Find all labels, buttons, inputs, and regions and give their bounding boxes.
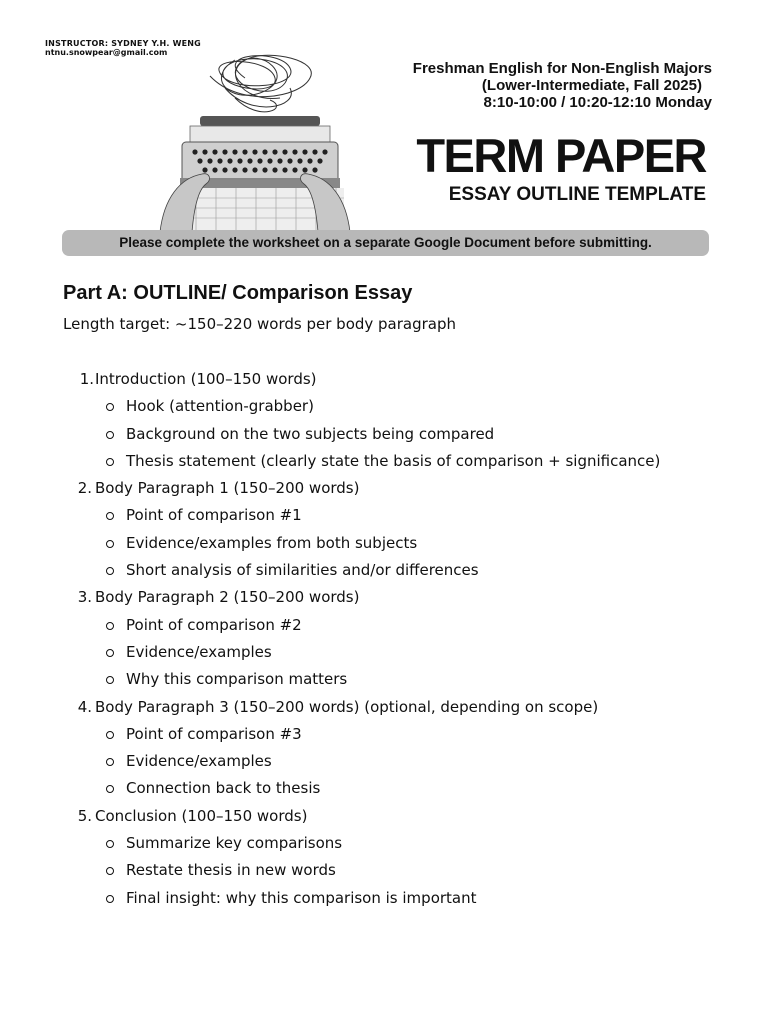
subitem-text: Connection back to thesis <box>126 779 321 798</box>
item-number: 3. <box>77 588 92 607</box>
length-target: Length target: ~150–220 words per body paragraph <box>63 315 457 333</box>
subitem-text: Background on the two subjects being compared <box>126 424 495 443</box>
bullet-circle-icon <box>106 840 114 848</box>
outline-item <box>0 476 768 503</box>
bullet-circle-icon <box>106 403 114 411</box>
item-text: Body Paragraph 1 (150–200 words) <box>95 479 360 498</box>
bullet-circle-icon <box>106 867 114 875</box>
subitem-text: Final insight: why this comparison is important <box>126 888 477 907</box>
outline-subitem <box>0 831 768 858</box>
subitem-text: Point of comparison #1 <box>126 506 302 525</box>
outline-subitem <box>0 776 768 803</box>
outline-item <box>0 804 768 831</box>
bullet-circle-icon <box>106 785 114 793</box>
item-number: 2. <box>77 479 92 498</box>
course-schedule: 8:10-10:00 / 10:20-12:10 Monday <box>483 94 712 111</box>
subitem-text: Thesis statement (clearly state the basis of comparison + significance) <box>126 451 661 470</box>
item-number: 4. <box>77 697 92 716</box>
typewriter-illustration-icon <box>150 48 360 232</box>
item-text: Body Paragraph 3 (150–200 words) (optional, depending on scope) <box>95 697 599 716</box>
outline-subitem <box>0 749 768 776</box>
page-title: TERM PAPER <box>416 129 706 182</box>
item-text: Body Paragraph 2 (150–200 words) <box>95 588 360 607</box>
part-heading: Part A: OUTLINE/ Comparison Essay <box>63 282 413 304</box>
bullet-circle-icon <box>106 676 114 684</box>
page-subtitle: ESSAY OUTLINE TEMPLATE <box>448 184 706 205</box>
bullet-circle-icon <box>106 622 114 630</box>
subitem-text: Evidence/examples <box>126 642 272 661</box>
bullet-circle-icon <box>106 567 114 575</box>
instruction-banner: Please complete the worksheet on a separate Google Document before submitting. <box>62 230 709 256</box>
bullet-circle-icon <box>106 758 114 766</box>
outline-subitem <box>0 640 768 667</box>
outline-subitem <box>0 886 768 913</box>
bullet-circle-icon <box>106 431 114 439</box>
outline-item <box>0 367 768 394</box>
instructor-email: ntnu.snowpear@gmail.com <box>45 48 168 58</box>
item-text: Introduction (100–150 words) <box>95 370 317 388</box>
bullet-circle-icon <box>106 649 114 657</box>
subitem-text: Short analysis of similarities and/or differences <box>126 561 479 580</box>
outline-list <box>0 367 768 913</box>
outline-subitem <box>0 858 768 885</box>
subitem-text: Hook (attention-grabber) <box>126 397 314 416</box>
outline-subitem <box>0 558 768 585</box>
subitem-text: Why this comparison matters <box>126 670 348 689</box>
outline-subitem <box>0 503 768 530</box>
bullet-circle-icon <box>106 895 114 903</box>
outline-subitem <box>0 531 768 558</box>
outline-subitem <box>0 449 768 476</box>
subitem-text: Point of comparison #2 <box>126 615 302 634</box>
outline-subitem <box>0 394 768 421</box>
outline-subitem <box>0 667 768 694</box>
item-number: 5. <box>77 806 92 825</box>
course-name: Freshman English for Non-English Majors <box>412 60 712 77</box>
item-text: Conclusion (100–150 words) <box>95 806 308 825</box>
outline-item <box>0 695 768 722</box>
subitem-text: Point of comparison #3 <box>126 724 302 743</box>
bullet-circle-icon <box>106 512 114 520</box>
outline-subitem <box>0 422 768 449</box>
bullet-circle-icon <box>106 458 114 466</box>
outline-item <box>0 585 768 612</box>
subitem-text: Evidence/examples from both subjects <box>126 533 418 552</box>
subitem-text: Restate thesis in new words <box>126 861 336 880</box>
subitem-text: Evidence/examples <box>126 752 272 771</box>
outline-subitem <box>0 613 768 640</box>
subitem-text: Summarize key comparisons <box>126 834 343 853</box>
bullet-circle-icon <box>106 540 114 548</box>
instructor-name: INSTRUCTOR: SYDNEY Y.H. WENG <box>45 39 201 48</box>
course-info <box>413 60 712 111</box>
outline-subitem <box>0 722 768 749</box>
course-level: (Lower-Intermediate, Fall 2025) <box>481 77 702 94</box>
bullet-circle-icon <box>106 731 114 739</box>
item-number: 1. <box>79 370 94 388</box>
